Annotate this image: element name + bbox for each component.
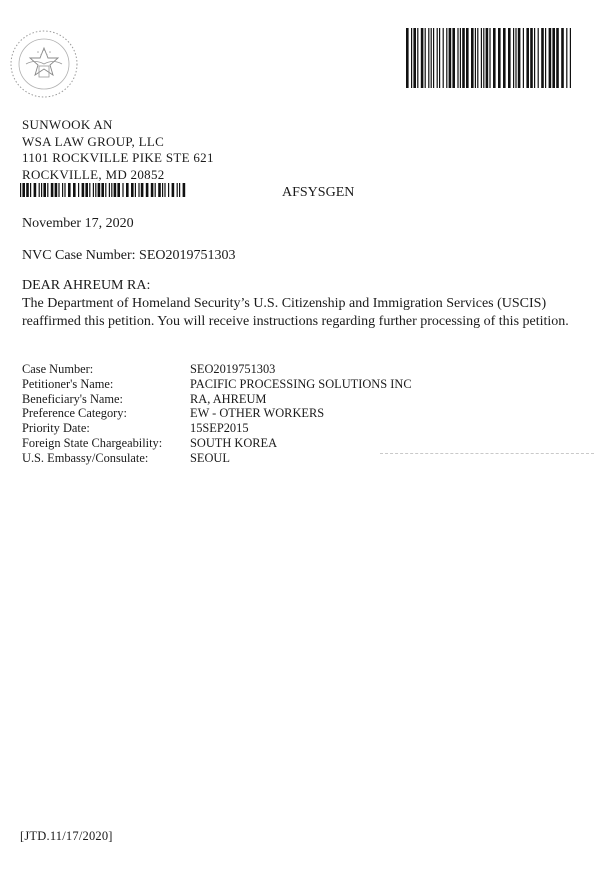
nvc-case-number: NVC Case Number: SEO2019751303 [22, 248, 236, 263]
detail-value: SOUTH KOREA [190, 435, 278, 450]
detail-value: RA, AHREUM [190, 391, 267, 406]
detail-value: SEOUL [190, 450, 230, 465]
detail-label: Petitioner's Name: [22, 376, 114, 391]
detail-label: Beneficiary's Name: [22, 391, 123, 406]
detail-row [22, 392, 412, 407]
detail-row [22, 362, 412, 377]
department-seal-icon [8, 28, 80, 100]
footer-reference: [JTD.11/17/2020] [20, 829, 113, 843]
detail-value: PACIFIC PROCESSING SOLUTIONS INC [190, 376, 412, 391]
recipient-address [22, 117, 214, 183]
top-barcode [406, 28, 572, 88]
detail-row [22, 406, 412, 421]
detail-value: 15SEP2015 [190, 421, 249, 436]
address-line-3: 1101 ROCKVILLE PIKE STE 621 [22, 150, 214, 165]
detail-label: Preference Category: [22, 406, 127, 421]
address-line-2: WSA LAW GROUP, LLC [22, 133, 165, 149]
address-line-4: ROCKVILLE, MD 20852 [22, 166, 165, 182]
case-details-table [22, 362, 412, 466]
detail-row [22, 436, 412, 451]
detail-value: SEO2019751303 [190, 362, 276, 376]
salutation: DEAR AHREUM RA: [22, 278, 151, 293]
postal-barcode [20, 183, 188, 197]
detail-value: EW - OTHER WORKERS [190, 406, 325, 421]
letter-date: November 17, 2020 [22, 216, 134, 231]
detail-row [22, 421, 412, 436]
detail-label: U.S. Embassy/Consulate: [22, 450, 149, 465]
faint-divider [380, 453, 594, 454]
detail-label: Priority Date: [22, 421, 90, 436]
detail-row [22, 451, 412, 466]
detail-label: Foreign State Chargeability: [22, 435, 163, 450]
address-line-1: SUNWOOK AN [22, 117, 113, 132]
detail-row [22, 377, 412, 392]
afsysgen-label: AFSYSGEN [282, 185, 355, 200]
detail-label: Case Number: [22, 362, 94, 376]
letter-body: The Department of Homeland Security’s U.S. Citizenship and Immigration Services (USCIS) reaffirmed this petition. You will receive instructions regarding further processing of this petition. [22, 296, 569, 329]
